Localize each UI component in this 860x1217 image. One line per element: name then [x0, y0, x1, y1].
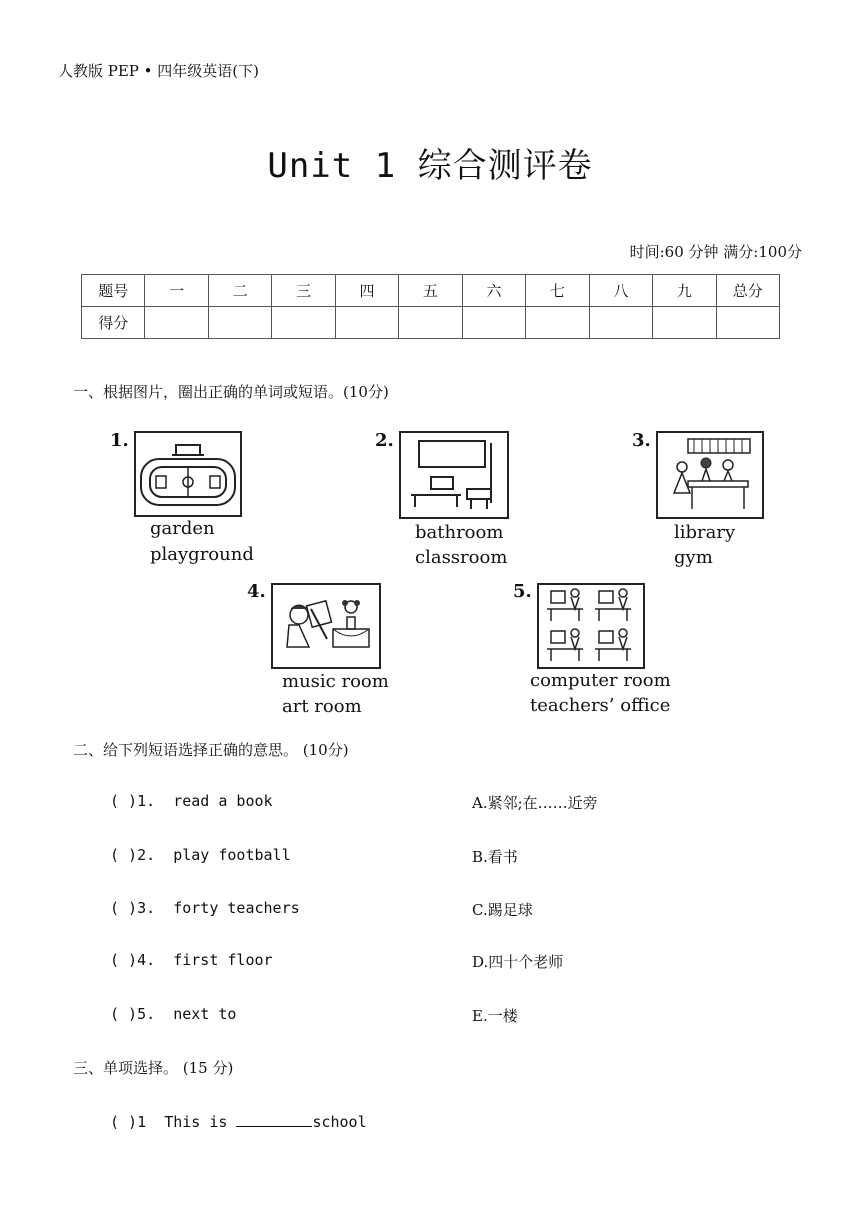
- answer-paren[interactable]: ( ): [110, 1005, 138, 1023]
- answer-option: B.看书: [472, 848, 518, 866]
- score-input-cell[interactable]: [208, 307, 271, 339]
- option-label[interactable]: music room: [282, 671, 389, 692]
- score-input-cell[interactable]: [335, 307, 398, 339]
- option-label[interactable]: bathroom: [415, 522, 504, 543]
- question-row: [110, 1112, 367, 1131]
- list-item: [110, 846, 291, 864]
- item-number: 2.: [375, 430, 394, 451]
- item-number: 1.: [137, 792, 156, 810]
- item-number: 1.: [110, 430, 129, 451]
- list-item: [110, 792, 273, 810]
- answer-paren[interactable]: ( ): [110, 899, 138, 917]
- phrase-text: next to: [173, 1005, 237, 1023]
- answer-option: A.紧邻;在……近旁: [472, 794, 598, 812]
- option-label[interactable]: teachers’ office: [530, 695, 671, 716]
- score-input-cell[interactable]: [716, 307, 779, 339]
- score-input-cell[interactable]: [589, 307, 652, 339]
- answer-option: C.踢足球: [472, 901, 533, 919]
- classroom-icon: [399, 431, 509, 519]
- list-item: [110, 951, 273, 969]
- fill-blank[interactable]: [236, 1112, 312, 1127]
- table-cell: 三: [272, 275, 335, 307]
- table-cell: 六: [462, 275, 525, 307]
- item-number: 4.: [247, 581, 266, 602]
- score-table-header-row: [82, 275, 780, 307]
- phrase-text: forty teachers: [173, 899, 300, 917]
- option-label[interactable]: classroom: [415, 547, 508, 568]
- score-input-cell[interactable]: [145, 307, 208, 339]
- table-cell: 五: [399, 275, 462, 307]
- score-input-cell[interactable]: [653, 307, 716, 339]
- section2-title: 二、给下列短语选择正确的意思。 (10分): [73, 741, 349, 759]
- option-label[interactable]: art room: [282, 696, 362, 717]
- score-input-cell[interactable]: [272, 307, 335, 339]
- option-label[interactable]: gym: [674, 547, 713, 568]
- item-number: 1: [137, 1113, 147, 1131]
- library-icon: [656, 431, 764, 519]
- playground-icon: [134, 431, 242, 517]
- item-number: 2.: [137, 846, 156, 864]
- item-number: 3.: [137, 899, 156, 917]
- option-label[interactable]: playground: [150, 544, 254, 565]
- item-number: 5.: [513, 581, 532, 602]
- art-room-icon: [271, 583, 381, 669]
- answer-option: D.四十个老师: [472, 953, 564, 971]
- publisher-header: 人教版 PEP • 四年级英语(下): [58, 62, 259, 80]
- answer-paren[interactable]: ( ): [110, 1113, 138, 1131]
- answer-paren[interactable]: ( ): [110, 792, 138, 810]
- computer-room-icon: [537, 583, 645, 669]
- table-cell: 九: [653, 275, 716, 307]
- item-number: 5.: [137, 1005, 156, 1023]
- item-number: 4.: [137, 951, 156, 969]
- question-suffix: school: [312, 1113, 367, 1131]
- score-input-cell[interactable]: [399, 307, 462, 339]
- table-cell: 二: [208, 275, 271, 307]
- phrase-text: first floor: [173, 951, 273, 969]
- table-cell: 题号: [82, 275, 145, 307]
- section3-title: 三、单项选择。 (15 分): [73, 1059, 234, 1077]
- answer-paren[interactable]: ( ): [110, 846, 138, 864]
- page-title: Unit 1 综合测评卷: [267, 146, 593, 186]
- list-item: [110, 899, 300, 917]
- option-label[interactable]: library: [674, 522, 736, 543]
- answer-option: E.一楼: [472, 1007, 518, 1025]
- list-item: [110, 1005, 236, 1023]
- section1-title: 一、根据图片，圈出正确的单词或短语。(10分): [73, 383, 389, 401]
- table-cell: 七: [526, 275, 589, 307]
- table-cell: 得分: [82, 307, 145, 339]
- table-cell: 八: [589, 275, 652, 307]
- option-label[interactable]: computer room: [530, 670, 671, 691]
- table-cell: 总分: [716, 275, 779, 307]
- answer-paren[interactable]: ( ): [110, 951, 138, 969]
- phrase-text: read a book: [173, 792, 273, 810]
- score-input-cell[interactable]: [462, 307, 525, 339]
- score-table-score-row: [82, 307, 780, 339]
- table-cell: 一: [145, 275, 208, 307]
- table-cell: 四: [335, 275, 398, 307]
- time-score-info: 时间:60 分钟 满分:100分: [629, 243, 802, 261]
- item-number: 3.: [632, 430, 651, 451]
- score-input-cell[interactable]: [526, 307, 589, 339]
- phrase-text: play football: [173, 846, 291, 864]
- score-table: [81, 274, 780, 339]
- option-label[interactable]: garden: [150, 518, 215, 539]
- question-prefix: This is: [164, 1113, 228, 1131]
